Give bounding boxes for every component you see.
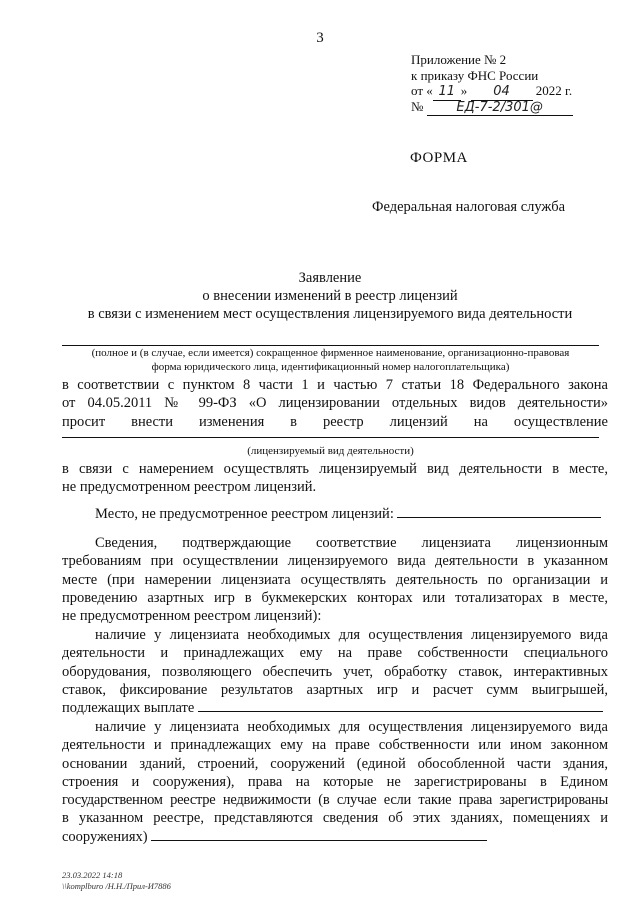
footer-timestamp: 23.03.2022 14:18 [62,870,123,880]
compliance-line-3: месте (при намерении лицензиата осуществлять деятельность по организации и [62,571,608,588]
date-prefix: от « [411,83,433,98]
premises-line-1: наличие у лицензиата необходимых для осуществления лицензируемого вида [95,719,608,735]
paragraph-intent [62,460,608,497]
premises-line-4: строения и сооружения), права на которые не зарегистрированы в Едином [62,773,608,790]
premises-line-7-text: сооружениях) [62,828,148,845]
applicant-caption-line-1: (полное и (в случае, если имеется) сокращенное фирменное наименование, организационно-правовая [91,347,570,359]
licensed-activity-field[interactable] [62,437,599,438]
date-year: 2022 г. [535,83,573,98]
activity-caption: (лицензируемый вид деятельности) [247,445,414,457]
intent-line-1: в связи с намерением осуществлять лицензируемый вид деятельности в месте, [62,461,608,477]
date-month: 04 [471,84,533,101]
equipment-line-2: деятельности и принадлежащих ему на праве собственности специального [62,645,608,662]
appendix-order: к приказу ФНС России [411,67,539,83]
place-row [95,505,601,523]
compliance-line-4: проведению азартных игр в букмекерских конторах или тотализаторах в месте, [62,589,608,606]
equipment-field[interactable] [198,699,603,712]
appendix-date [411,83,573,99]
compliance-line-2: требованиям при осуществлении лицензируемого вида деятельности в указанном [62,553,608,570]
title-line-2: о внесении изменений в реестр лицензий [202,288,458,304]
title-line-3: в связи с изменением мест осуществления лицензируемого вида деятельности [87,306,573,322]
premises-line-2: деятельности и принадлежащих ему на праве собственности или ином законном [62,737,608,754]
intent-line-2: не предусмотренном реестром лицензий. [62,479,317,496]
request-line-2: от 04.05.2011 № 99-ФЗ «О лицензировании отдельных видов деятельности» [62,395,608,412]
number-label: № [411,98,424,114]
applicant-caption-line-2: форма юридического лица, идентификационный номер налогоплательщика) [151,360,510,373]
paragraph-request [62,376,608,431]
appendix-number [411,99,573,115]
document-title [60,269,600,323]
date-day: 11 [433,84,461,101]
place-label: Место, не предусмотренное реестром лицензий: [95,506,394,522]
paragraph-compliance [62,534,608,625]
place-field[interactable] [397,505,601,518]
footer-meta [62,870,171,892]
authority-name: Федеральная налоговая служба [372,199,566,215]
request-line-1: в соответствии с пунктом 8 части 1 и частью 7 статьи 18 Федерального закона [62,377,608,393]
premises-line-5: государственном реестре недвижимости (в случае если такие права зарегистрированы [62,792,608,809]
title-line-1: Заявление [298,270,362,286]
equipment-line-4: ставок, фиксирование результатов азартных игр и расчет сумм выигрышей, [62,681,608,698]
date-quote: » [460,83,468,98]
paragraph-equipment [62,626,608,717]
compliance-line-1: Сведения, подтверждающие соответствие лицензиата лицензионным [95,535,608,551]
applicant-caption [62,347,599,374]
page-number: 3 [316,30,324,46]
premises-line-3: основании зданий, строений, сооружений (единой обособленной части здания, [62,755,608,772]
premises-field[interactable] [151,828,487,841]
equipment-line-5 [62,699,608,717]
premises-line-7 [62,828,608,846]
compliance-line-5: не предусмотренном реестром лицензий): [62,608,322,625]
applicant-name-field[interactable] [62,345,599,346]
premises-line-6: в указанном реестре, представляются сведения об этих зданиях, помещениях и [62,810,608,827]
form-label: ФОРМА [410,150,468,166]
request-line-3: просит внести изменения в реестр лицензий на осуществление [62,413,608,430]
equipment-line-1: наличие у лицензиата необходимых для осуществления лицензируемого вида [95,627,608,643]
appendix-title: Приложение № 2 [411,52,507,67]
equipment-line-5-text: подлежащих выплате [62,700,195,717]
order-number: ЕД-7-2/301@ [427,100,573,117]
equipment-line-3: оборудования, позволяющего обеспечить учет, обработку ставок, интерактивных [62,663,608,680]
paragraph-premises [62,718,608,846]
footer-path: \\komplburo /Н.Н./Прил-И7886 [62,881,171,891]
appendix-header [411,52,573,114]
